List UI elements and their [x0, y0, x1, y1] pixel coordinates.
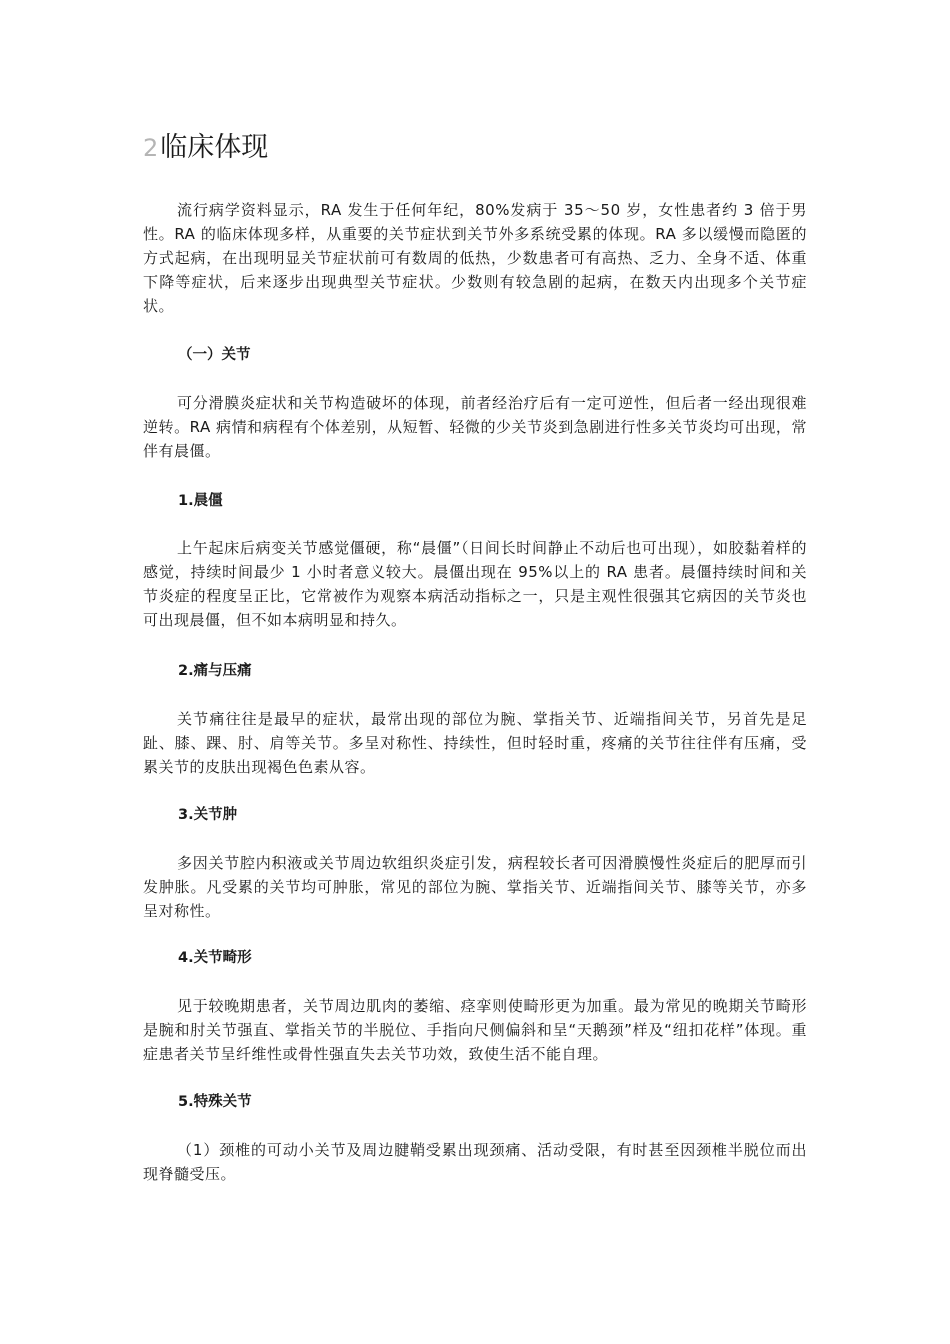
item-body-special-joints: （1）颈椎的可动小关节及周边腱鞘受累出现颈痛、活动受限，有时甚至因颈椎半脱位而出现脊髓受压。 — [143, 1141, 807, 1183]
item-title-swelling: 3.关节肿 — [178, 807, 238, 823]
item-body-swelling: 多因关节腔内积液或关节周边软组织炎症引发，病程较长者可因滑膜慢性炎症后的肥厚而引发肿胀。凡受累的关节均可肿胀，常见的部位为腕、掌指关节、近端指间关节、膝等关节，亦多呈对称性。 — [143, 854, 807, 920]
item-title-morning-stiffness: 1.晨僵 — [178, 493, 223, 509]
item-body-pain: 关节痛往往是最早的症状，最常出现的部位为腕、掌指关节、近端指间关节，另首先是足趾、膝、踝、肘、肩等关节。多呈对称性、持续性，但时轻时重，疼痛的关节往往伴有压痛，受累关节的皮肤出现褐色色素从容。 — [143, 710, 807, 776]
section-title: 临床体现 — [160, 132, 269, 163]
joints-paragraph: 可分滑膜炎症状和关节构造破坏的体现，前者经治疗后有一定可逆性，但后者一经出现很难逆转。RA 病情和病程有个体差别，从短暂、轻微的少关节炎到急剧进行性多关节炎均可出现，常伴有晨僵。 — [143, 394, 807, 460]
item-title-deformity: 4.关节畸形 — [178, 950, 252, 966]
subsection-title-joints: （一）关节 — [178, 347, 251, 363]
intro-paragraph: 流行病学资料显示，RA 发生于任何年纪，80%发病于 35～50 岁，女性患者约 3 倍于男性。RA 的临床体现多样，从重要的关节症状到关节外多系统受累的体现。RA 多以缓慢而隐匿的方式起病，在出现明显关节症状前可有数周的低热，少数患者可有高热、乏力、全身不适、体重下降等症状，后来逐步出现典型关节症状。少数则有较急剧的起病，在数天内出现多个关节症状。 — [143, 201, 807, 315]
item-title-pain: 2.痛与压痛 — [178, 663, 252, 679]
section-number: 2 — [143, 134, 159, 162]
item-body-morning-stiffness: 上午起床后病变关节感觉僵硬，称“晨僵”（日间长时间静止不动后也可出现），如胶黏着样的感觉，持续时间最少 1 小时者意义较大。晨僵出现在 95%以上的 RA 患者。晨僵持续时间和关节炎症的程度呈正比，它常被作为观察本病活动指标之一，只是主观性很强其它病因的关节炎也可出现晨僵，但不如本病明显和持久。 — [143, 539, 807, 629]
item-title-special-joints: 5.特殊关节 — [178, 1094, 252, 1110]
section-heading — [143, 128, 268, 168]
item-body-deformity: 见于较晚期患者，关节周边肌肉的萎缩、痉挛则使畸形更为加重。最为常见的晚期关节畸形是腕和肘关节强直、掌指关节的半脱位、手指向尺侧偏斜和呈“天鹅颈”样及“纽扣花样”体现。重症患者关节呈纤维性或骨性强直失去关节功效，致使生活不能自理。 — [143, 997, 807, 1063]
